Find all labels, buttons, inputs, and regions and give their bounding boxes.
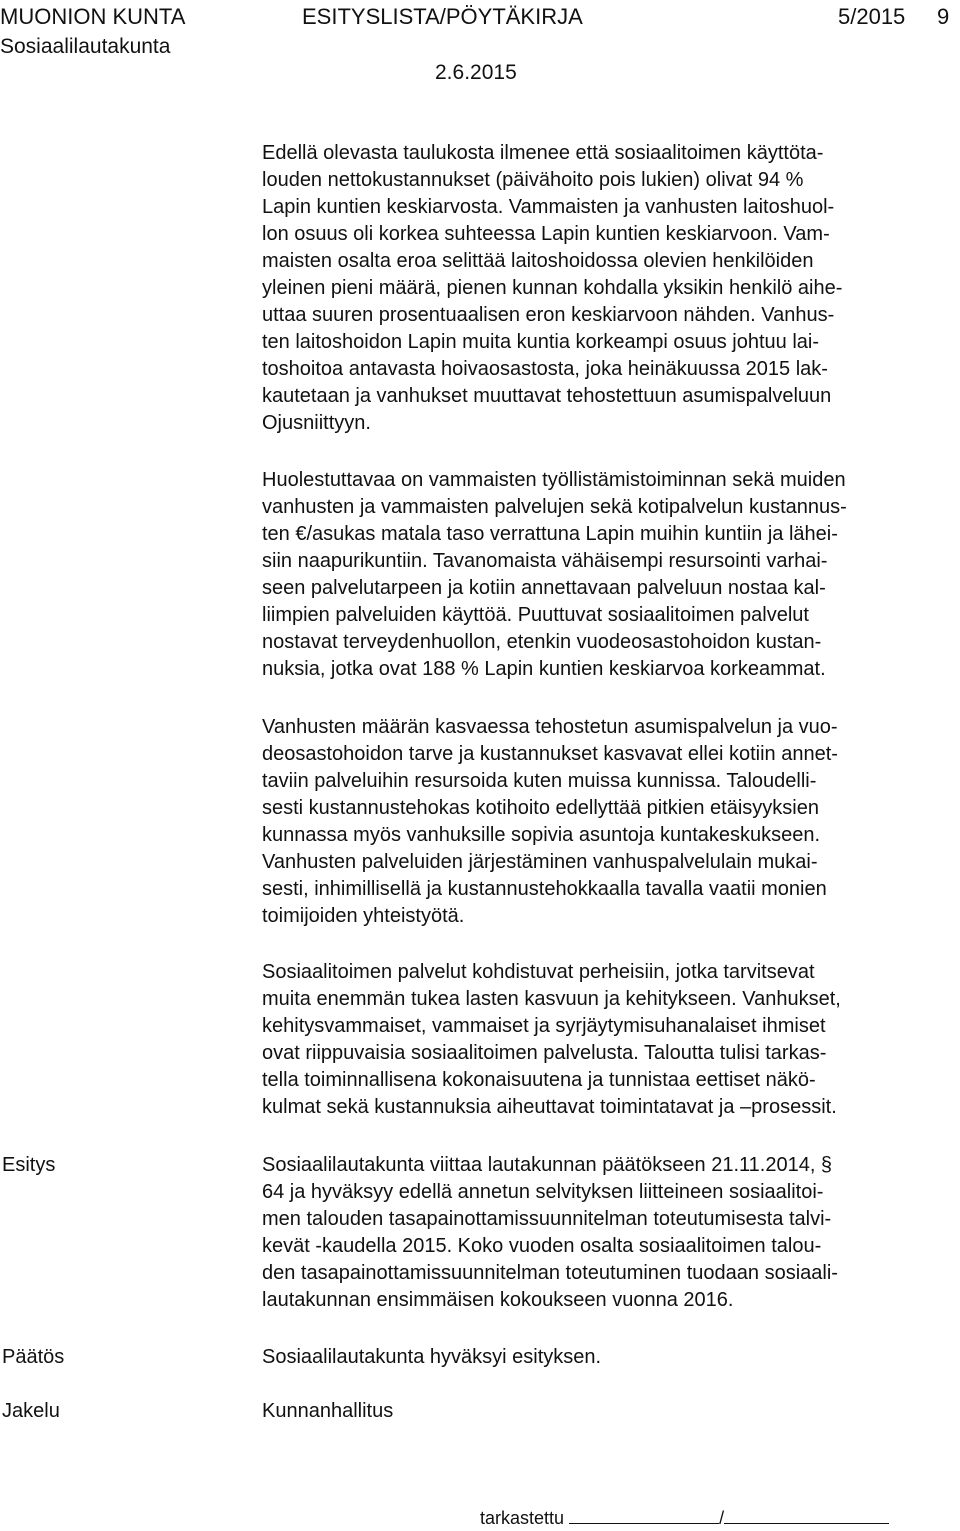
jakelu-label: Jakelu [2, 1400, 60, 1422]
municipality-name: MUONION KUNTA [0, 4, 186, 29]
footer-separator: / [719, 1508, 725, 1528]
paragraph-4: Sosiaalitoimen palvelut kohdistuvat perheisiin, jotka tarvitsevat muita enemmän tukea lasten kasvuun ja kehitykseen. Vanhukset, kehitysvammaiset, vammaiset ja syrjäytymisuhanalaiset ihmiset ovat riippuvaisia sosiaalitoimen palvelusta. Taloutta tulisi tarkas- tella toiminnallisena kokonaisuutena ja tunnistaa eettiset näkö- kulmat sekä kustannuksia aiheuttavat toimintatavat ja –prosessit. [262, 961, 841, 1118]
meeting-number: 5/2015 [838, 4, 906, 29]
jakelu-text: Kunnanhallitus [262, 1400, 394, 1422]
committee-name: Sosiaalilautakunta [0, 35, 171, 58]
paatos-label: Päätös [2, 1346, 65, 1368]
page-number: 9 [937, 4, 950, 29]
checked-label: tarkastettu [480, 1508, 565, 1528]
signature-blank-1 [569, 1507, 719, 1524]
signature-blank-2 [724, 1507, 889, 1524]
checked-footer [480, 1506, 889, 1530]
paragraph-1: Edellä olevasta taulukosta ilmenee että sosiaalitoimen käyttöta- louden nettokustannukset (päivähoito pois lukien) olivat 94 % Lapin kuntien keskiarvosta. Vammaisten ja vanhusten laitoshuol- lon osuus oli korkea suhteessa Lapin kuntien keskiarvoon. Vam- maisten osalta eroa selittää laitoshoidossa olevien henkilöiden yleinen pieni määrä, pienen kunnan kohdalla yksikin henkilö aihe- uttaa suuren prosentuaalisen eron keskiarvoon nähden. Vanhus- ten laitoshoidon Lapin muita kuntia korkeampi osuus johtuu lai- toshoitoa antavasta hoivaosastosta, joka heinäkuussa 2015 lak- kautetaan ja vanhukset muuttavat tehostettuun asumispalveluun Ojusniittyyn. [262, 142, 843, 434]
esitys-text: Sosiaalilautakunta viittaa lautakunnan päätökseen 21.11.2014, § 64 ja hyväksyy edellä annetun selvityksen liitteineen sosiaalitoi- men talouden tasapainottamissuunnitelman toteutumisesta talvi- kevät -kaudella 2015. Koko vuoden osalta sosiaalitoimen talou- den tasapainottamissuunnitelman toteutuminen tuodaan sosiaali- lautakunnan ensimmäisen kokoukseen vuonna 2016. [262, 1154, 838, 1311]
paragraph-2: Huolestuttavaa on vammaisten työllistämistoiminnan sekä muiden vanhusten ja vammaisten palvelujen sekä kotipalvelun kustannus- ten €/asukas matala taso verrattuna Lapin muihin kuntiin ja lähei- siin naapurikuntiin. Tavanomaista vähäisempi resursointi varhai- seen palvelutarpeen ja kotiin annettavaan palveluun nostaa kal- liimpien palveluiden käyttöä. Puuttuvat sosiaalitoimen palvelut nostavat terveydenhuollon, etenkin vuodeosastohoidon kustan- nuksia, jotka ovat 188 % Lapin kuntien keskiarvoa korkeammat. [262, 469, 847, 680]
meeting-date: 2.6.2015 [435, 61, 517, 84]
document-type: ESITYSLISTA/PÖYTÄKIRJA [302, 4, 583, 29]
esitys-label: Esitys [2, 1154, 56, 1176]
paragraph-3: Vanhusten määrän kasvaessa tehostetun asumispalvelun ja vuo- deosastohoidon tarve ja kustannukset kasvavat ellei kotiin annet- taviin palveluihin resursoida kuten muissa kunnissa. Taloudelli- sesti kustannustehokas kotihoito edellyttää pitkien etäisyyksien kunnassa myös vanhuksille sopivia asuntoja kuntakeskukseen. Vanhusten palveluiden järjestäminen vanhuspalvelulain mukai- sesti, inhimillisellä ja kustannustehokkaalla tavalla vaatii monien toimijoiden yhteistyötä. [262, 716, 838, 927]
paatos-text: Sosiaalilautakunta hyväksyi esityksen. [262, 1346, 602, 1368]
